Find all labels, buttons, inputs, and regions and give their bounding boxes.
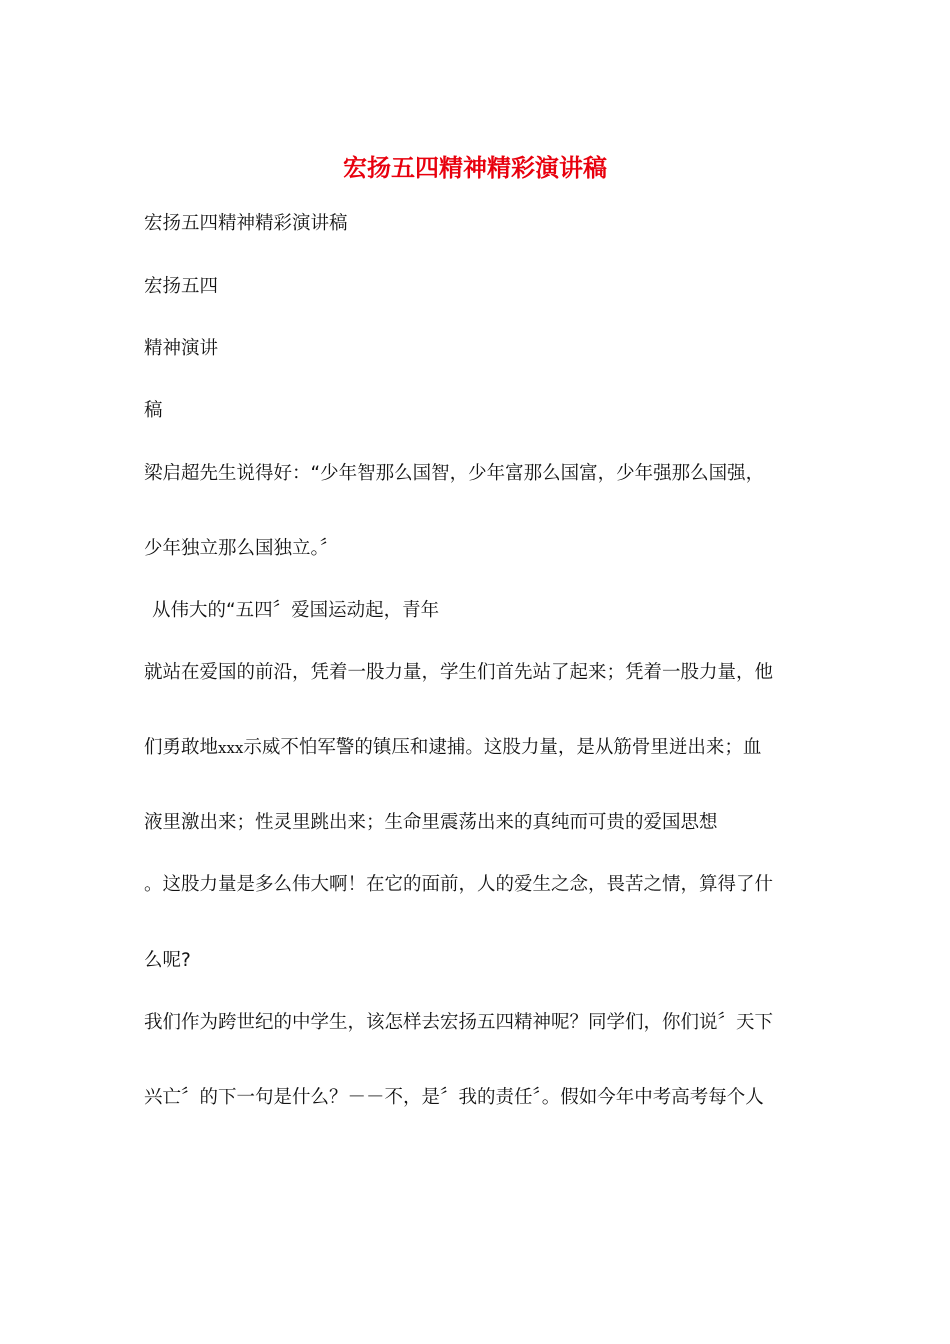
paragraph-line: 稿 [144, 400, 163, 421]
text-span: 们勇敢地 [144, 737, 219, 758]
paragraph-line: 我们作为跨世纪的中学生，该怎样去宏扬五四精神呢？同学们，你们说〞天下 [144, 1012, 774, 1033]
paragraph-line: 就站在爱国的前沿，凭着一股力量，学生们首先站了起来；凭着一股力量，他 [144, 662, 774, 683]
paragraph-line: 精神演讲 [144, 338, 219, 359]
paragraph-line: 么呢? [144, 950, 191, 971]
text-span: 示威不怕军警的镇压和逮捕。这股力量，是从筋骨里迸出来；血 [243, 737, 762, 758]
paragraph-line: 少年独立那么国独立。〞 [144, 538, 339, 559]
paragraph-line: 梁启超先生说得好：“少年智那么国智，少年富那么国富，少年强那么国强， [144, 463, 765, 484]
paragraph-line: 宏扬五四 [144, 276, 219, 297]
paragraph-subtitle: 宏扬五四精神精彩演讲稿 [144, 213, 348, 234]
document-title: 宏扬五四精神精彩演讲稿 [343, 153, 607, 182]
paragraph-line: 。这股力量是多么伟大啊！在它的面前，人的爱生之念，畏苦之情，算得了什 [144, 874, 774, 895]
paragraph-line: 从伟大的“五四〞爱国运动起，青年 [152, 600, 440, 621]
paragraph-line: 兴亡〞的下一句是什么？－－不，是〞我的责任〞。假如今年中考高考每个人 [144, 1087, 764, 1108]
paragraph-line [144, 735, 761, 761]
paragraph-line: 液里激出来；性灵里跳出来；生命里震荡出来的真纯而可贵的爱国思想 [144, 812, 718, 833]
redacted-text: xxx [218, 739, 244, 757]
